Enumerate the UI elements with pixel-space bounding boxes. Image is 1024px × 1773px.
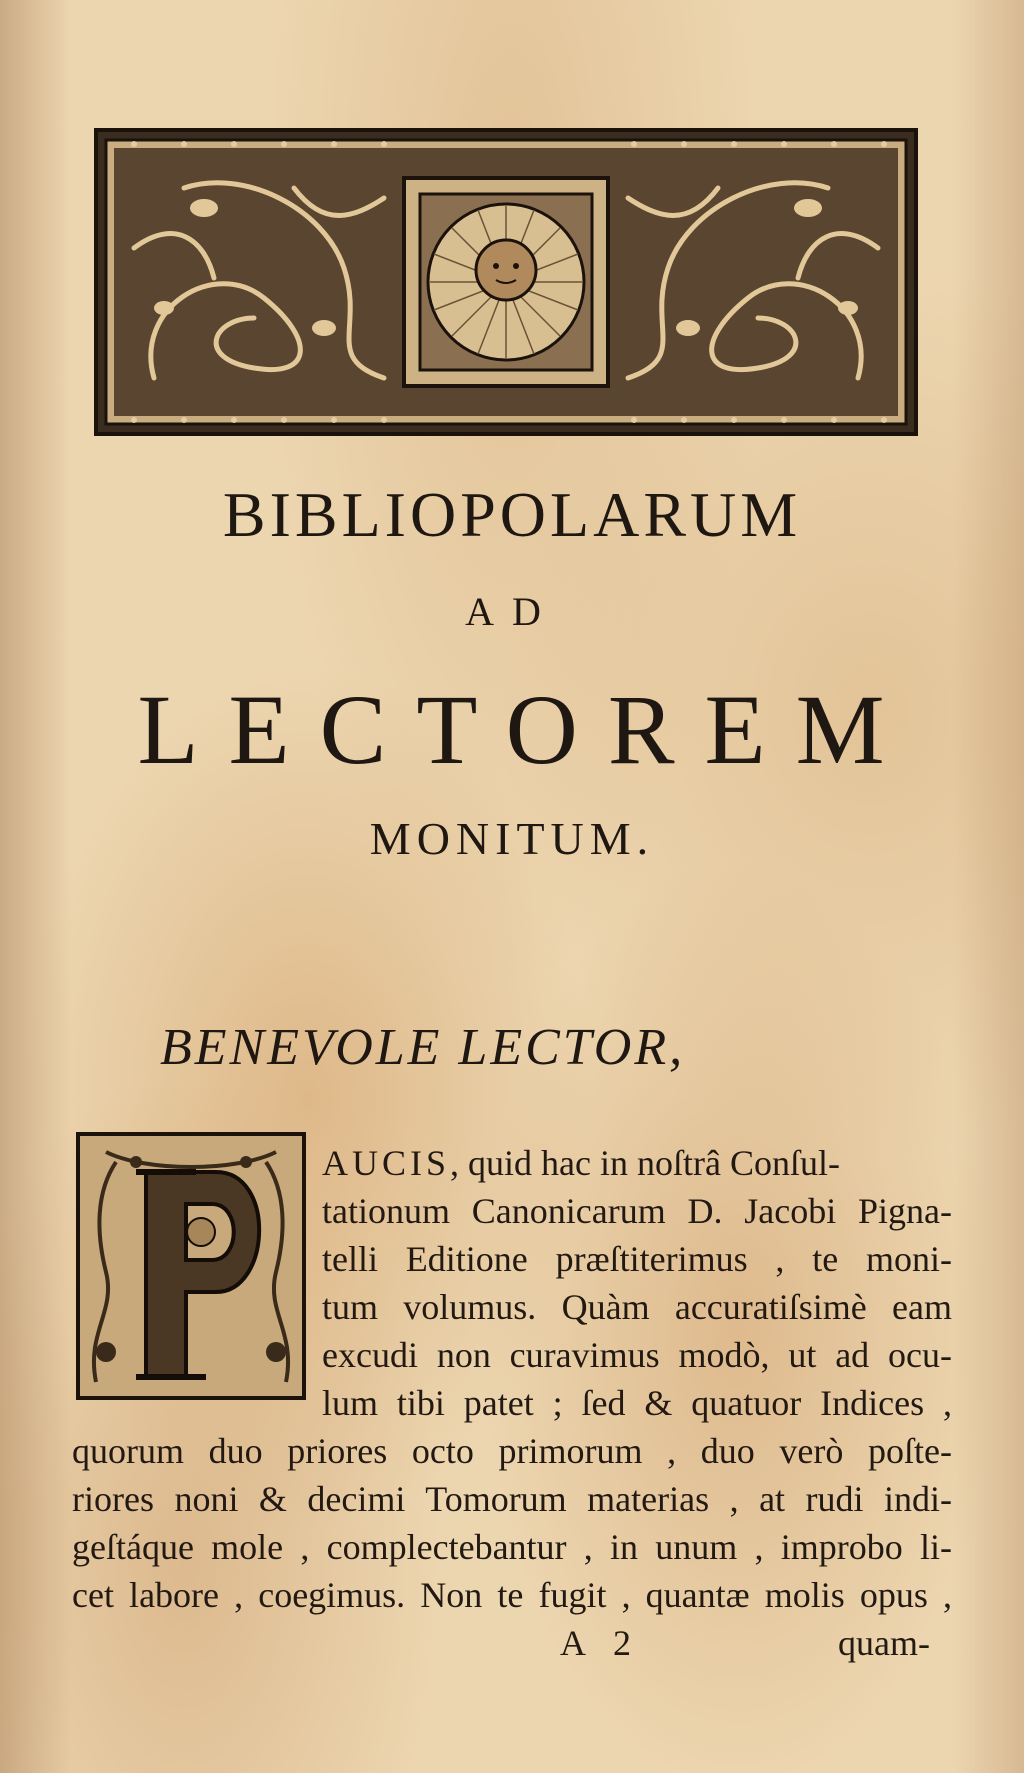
body-line-1 bbox=[322, 1142, 952, 1184]
title-line-lectorem: LECTOREM bbox=[137, 674, 915, 785]
body-line-10: cet labore , coegimus. Non te fugit , quantæ molis opus , bbox=[72, 1575, 952, 1615]
title-line-ad: AD bbox=[465, 589, 559, 634]
body-line-8: riores noni & decimi Tomorum materias , at rudi indi- bbox=[72, 1479, 952, 1519]
salutation: BENEVOLE LECTOR, bbox=[160, 1019, 686, 1076]
initial-word: AUCIS bbox=[322, 1143, 451, 1183]
catchword: quam- bbox=[838, 1623, 930, 1663]
body-line-5: excudi non curavimus modò, ut ad ocu- bbox=[322, 1335, 952, 1375]
body-line-1-rest: , quid hac in noſtrâ Conſul- bbox=[450, 1143, 840, 1183]
body-line-7: quorum duo priores octo primorum , duo verò poſte- bbox=[72, 1431, 952, 1471]
body-line-6: lum tibi patet ; ſed & quatuor Indices , bbox=[322, 1383, 952, 1423]
body-line-2: tationum Canonicarum D. Jacobi Pigna- bbox=[322, 1191, 952, 1231]
signature-mark: A 2 bbox=[560, 1623, 642, 1663]
body-line-3: telli Editione præſtiterimus , te moni- bbox=[322, 1239, 952, 1279]
decorated-initial-p-ornament bbox=[76, 1132, 306, 1400]
body-line-9: geſtáque mole , complectebantur , in unum , improbo li- bbox=[72, 1527, 952, 1567]
title-line-bibliopolarum: BIBLIOPOLARUM bbox=[222, 479, 802, 550]
body-line-4: tum volumus. Quàm accuratiſsimè eam bbox=[322, 1287, 952, 1327]
title-line-monitum: MONITUM. bbox=[369, 813, 655, 864]
floral-headpiece-ornament bbox=[94, 128, 918, 436]
